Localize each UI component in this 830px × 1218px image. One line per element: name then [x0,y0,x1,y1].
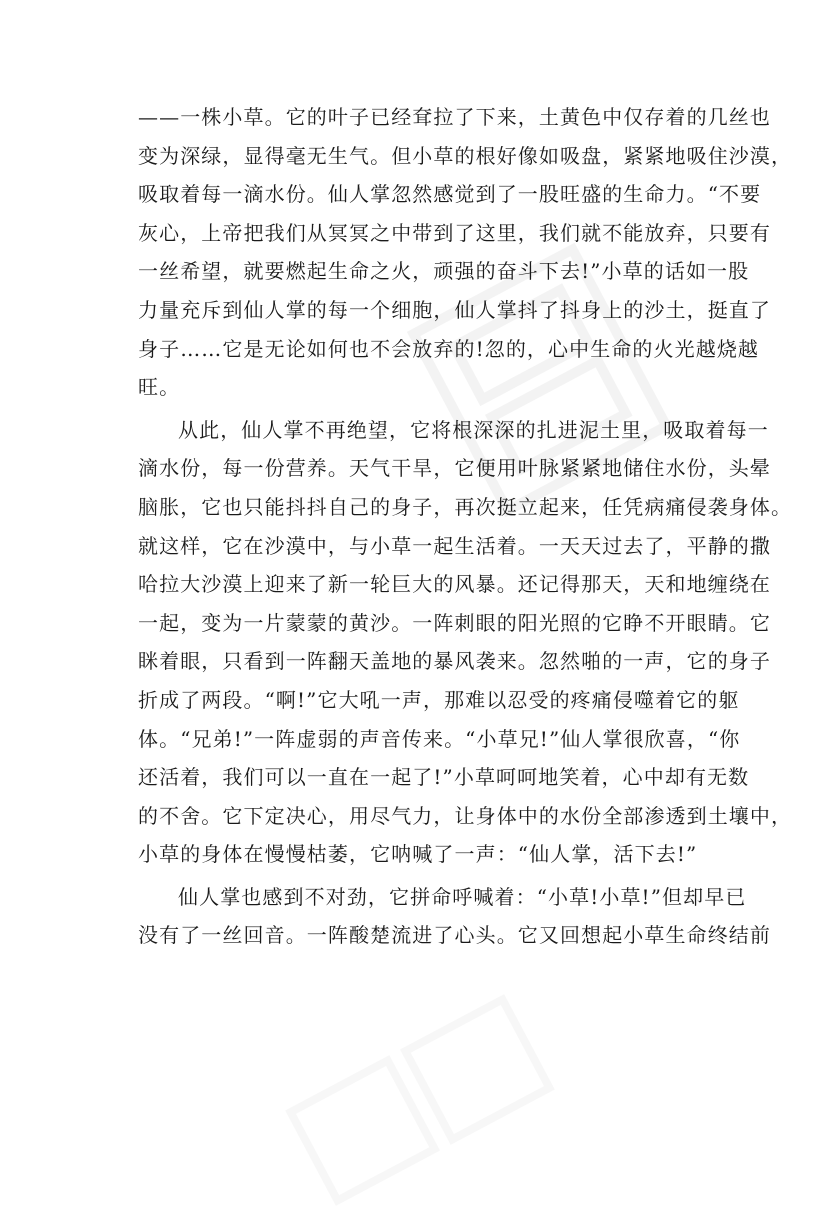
text-line: 小草的身体在慢慢枯萎，它呐喊了一声：“仙人掌，活下去!” [138,842,698,867]
document-body [138,98,793,955]
text-line: 力量充斥到仙人掌的每一个细胞，仙人掌抖了抖身上的沙土，挺直了 [138,297,771,322]
watermark-bottom [277,986,563,1214]
text-line: 吸取着每一滴水份。仙人掌忽然感觉到了一股旺盛的生命力。“不要 [138,182,762,207]
text-line: 仙人掌也感到不对劲，它拼命呼喊着：“小草!小草!”但却早已 [178,884,747,909]
text-line: 眯着眼，只看到一阵翻天盖地的暴风袭来。忽然啪的一声，它的身子 [138,649,771,674]
paragraph-1 [138,98,793,407]
text-line: 就这样，它在沙漠中，与小草一起生活着。一天天过去了，平静的撒 [138,533,771,558]
text-line: 一丝希望，就要燃起生命之火，顽强的奋斗下去!”小草的话如一股 [138,259,750,284]
text-line: 从此，仙人掌不再绝望，它将根深深的扎进泥土里，吸取着每一 [178,417,769,442]
text-line: 还活着，我们可以一直在一起了!”小草呵呵地笑着，心中却有无数 [138,765,750,790]
text-line: 身子……它是无论如何也不会放弃的!忽的，心中生命的火光越烧越 [138,336,760,361]
paragraph-3 [138,878,771,955]
text-line: 体。“兄弟!”一阵虚弱的声音传来。“小草兄!”仙人掌很欣喜，“你 [138,726,741,751]
text-line: 一起，变为一片蒙蒙的黄沙。一阵刺眼的阳光照的它睁不开眼睛。它 [138,610,771,635]
text-line: 没有了一丝回音。一阵酸楚流进了心头。它又回想起小草生命终结前 [138,923,771,948]
text-line: 哈拉大沙漠上迎来了新一轮巨大的风暴。还记得那天，天和地缠绕在 [138,572,771,597]
text-line: 灰心，上帝把我们从冥冥之中带到了这里，我们就不能放弃，只要有 [138,220,771,245]
text-line: 旺。 [138,375,181,400]
paragraph-2 [138,411,793,874]
text-line: 滴水份，每一份营养。天气干旱，它便用叶脉紧紧地储住水份，头晕 [138,456,771,481]
text-line: ——一株小草。它的叶子已经耷拉了下来，土黄色中仅存着的几丝也 [138,105,771,129]
text-line: 的不舍。它下定决心，用尽气力，让身体中的水份全部渗透到土壤中， [138,803,793,828]
text-line: 折成了两段。“啊!”它大吼一声，那难以忍受的疼痛侵噬着它的躯 [138,687,740,712]
text-line: 脑胀，它也只能抖抖自己的身子，再次挺立起来，任凭病痛侵袭身体。 [138,494,793,519]
text-line: 变为深绿，显得毫无生气。但小草的根好像如吸盘，紧紧地吸住沙漠， [138,143,793,168]
